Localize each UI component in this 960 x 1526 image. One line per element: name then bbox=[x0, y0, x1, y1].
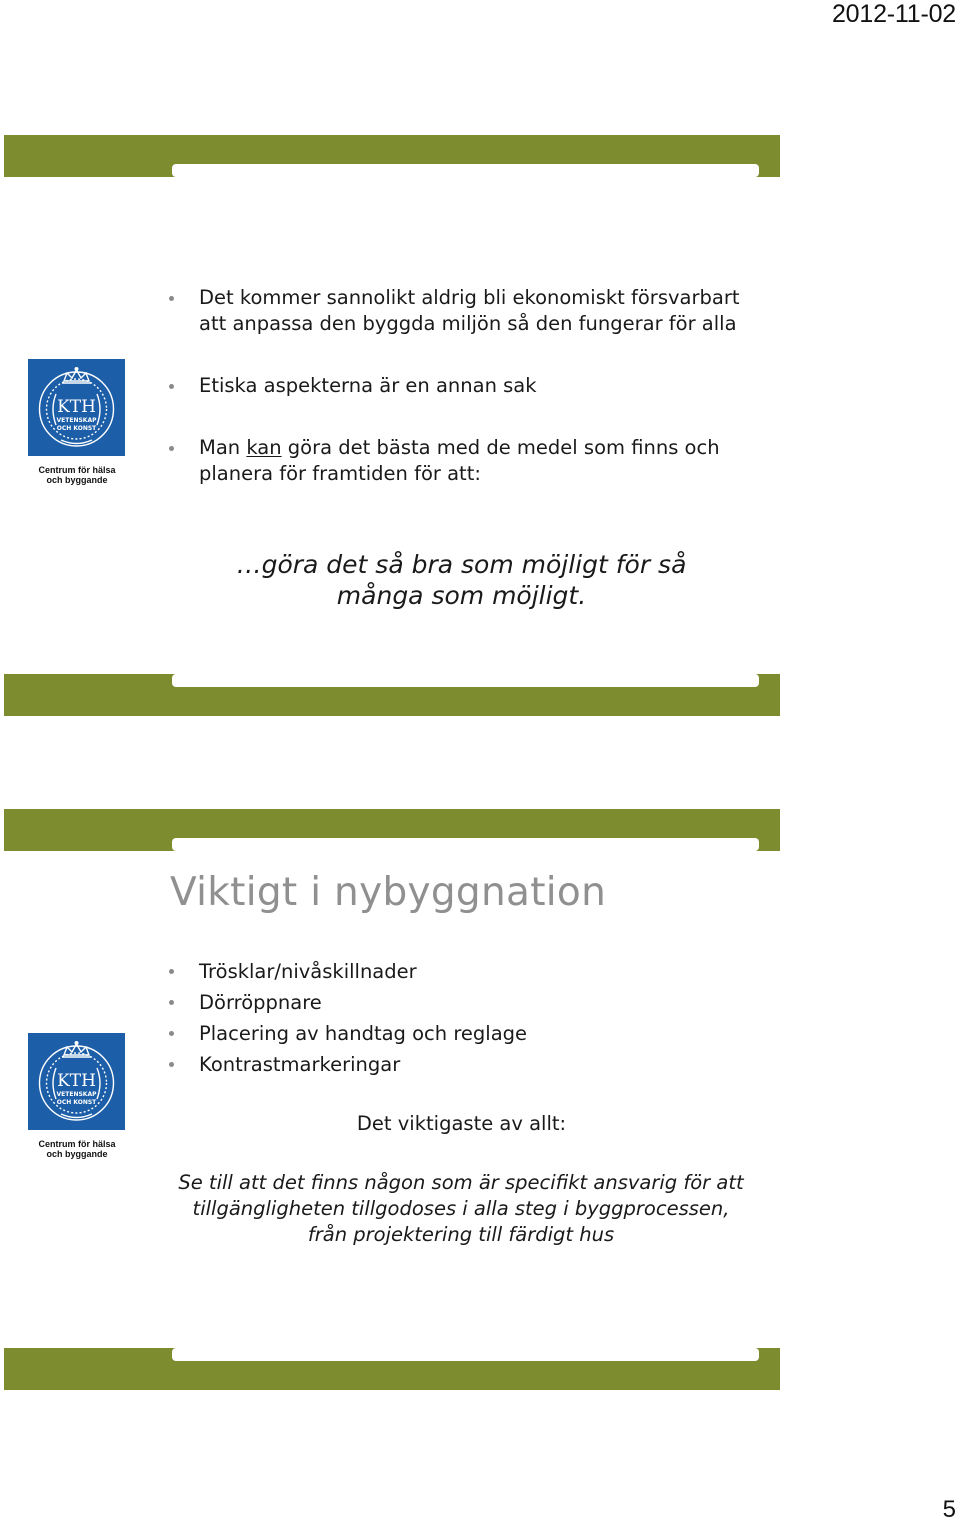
slide-2-subheading: Det viktigaste av allt: bbox=[356, 1112, 567, 1135]
page-number: 5 bbox=[942, 1496, 956, 1523]
slide-top-band bbox=[4, 809, 780, 851]
svg-text:KTH: KTH bbox=[57, 1071, 96, 1091]
logo-caption-line-1: Centrum för hälsa bbox=[38, 465, 116, 475]
slide-bottom-band bbox=[4, 1348, 780, 1390]
svg-text:KTH: KTH bbox=[57, 397, 96, 417]
bullet-suffix: göra det bästa med de medel som finns och planera för framtiden för att: bbox=[199, 436, 720, 485]
bullet-text: Trösklar/nivåskillnader bbox=[199, 960, 417, 983]
bullet-prefix: Man bbox=[199, 436, 247, 459]
list-item bbox=[168, 956, 748, 987]
kth-emblem bbox=[28, 1033, 125, 1130]
slide-2-title: Viktigt i nybyggnation bbox=[170, 870, 607, 915]
kth-crest-icon bbox=[28, 1033, 125, 1130]
list-item bbox=[168, 987, 748, 1018]
bullet-text: Placering av handtag och reglage bbox=[199, 1022, 528, 1045]
bullet-text: Kontrastmarkeringar bbox=[199, 1053, 401, 1076]
bullet-text: Det kommer sannolikt aldrig bli ekonomiskt försvarbart att anpassa den byggda miljön så den fungerar för alla bbox=[199, 286, 740, 335]
logo-caption bbox=[28, 1139, 126, 1159]
svg-text:VETENSKAP: VETENSKAP bbox=[56, 417, 97, 424]
logo-caption-line-2: och byggande bbox=[46, 475, 108, 485]
band-notch bbox=[172, 838, 759, 851]
bullet-text: Dörröppnare bbox=[199, 991, 322, 1014]
slide-2-bullet-list bbox=[168, 956, 748, 1080]
band-notch bbox=[172, 1348, 759, 1361]
page-date: 2012-11-02 bbox=[831, 0, 956, 28]
logo-caption-line-1: Centrum för hälsa bbox=[38, 1139, 116, 1149]
svg-text:OCH KONST: OCH KONST bbox=[56, 1099, 97, 1106]
slide-2-emphasis: Se till att det finns någon som är specifikt ansvarig för att tillgängligheten tillgodoses i alla steg i byggprocessen, från projektering till färdigt hus bbox=[178, 1171, 744, 1246]
underlined-word: kan bbox=[246, 436, 282, 459]
svg-text:OCH KONST: OCH KONST bbox=[56, 425, 97, 432]
list-item bbox=[168, 1049, 748, 1080]
slide-1-quote: …göra det så bra som möjligt för så många som möjligt. bbox=[236, 550, 687, 610]
svg-text:VETENSKAP: VETENSKAP bbox=[56, 1091, 97, 1098]
logo-caption-line-2: och byggande bbox=[46, 1149, 108, 1159]
list-item bbox=[168, 1018, 748, 1049]
bullet-text: Etiska aspekterna är en annan sak bbox=[199, 374, 537, 397]
kth-logo bbox=[28, 1033, 126, 1159]
